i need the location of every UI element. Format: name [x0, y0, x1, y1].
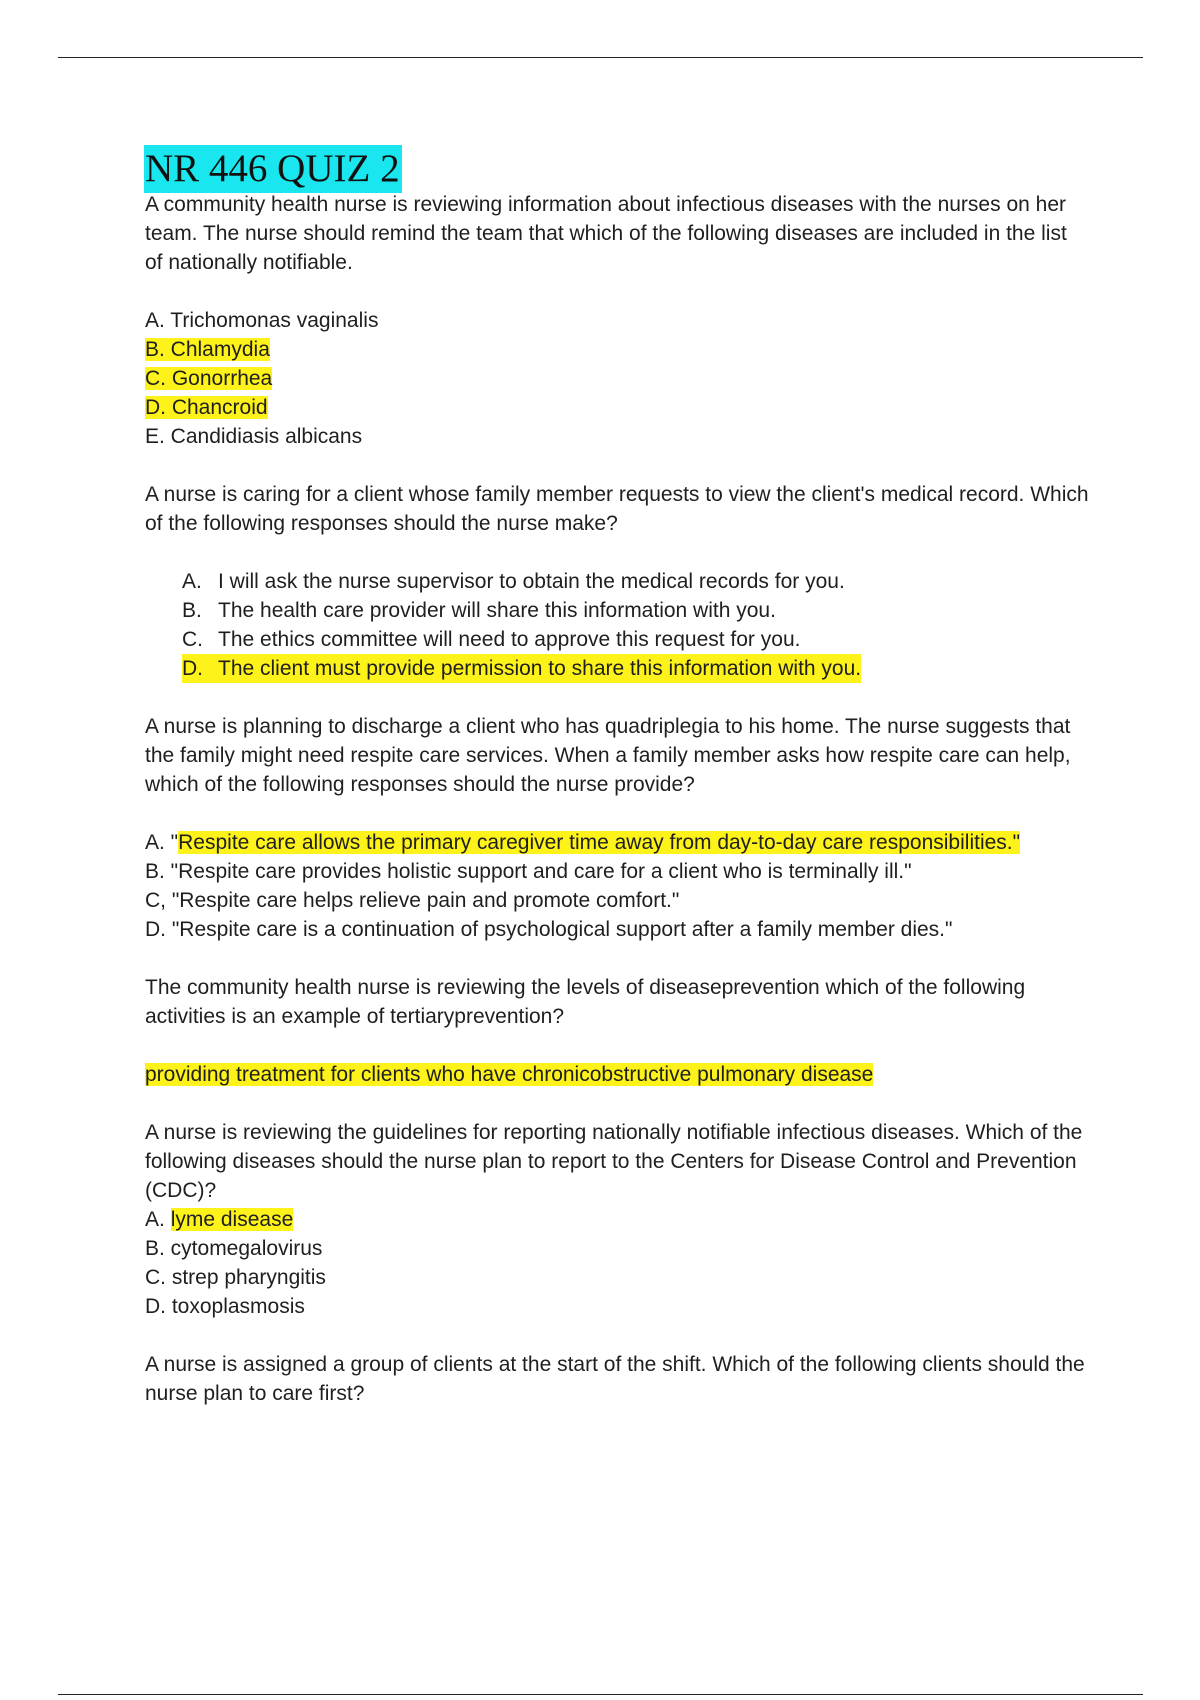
question-6-stem: A nurse is assigned a group of clients at the start of the shift. Which of the following clients should the nurse plan to care first?: [145, 1353, 1085, 1405]
question-1: [145, 190, 1090, 451]
question-3-option-c: C, "Respite care helps relieve pain and promote comfort.": [145, 889, 680, 912]
question-1-stem: A community health nurse is reviewing information about infectious diseases with the nurses on her team. The nurse should remind the team that which of the following diseases are included in the list of nationally notifiable.: [145, 193, 1067, 274]
question-5-option-d: D. toxoplasmosis: [145, 1295, 305, 1318]
question-5-option-a: A. lyme disease: [145, 1208, 294, 1231]
question-4-stem: The community health nurse is reviewing the levels of diseaseprevention which of the following activities is an example of tertiaryprevention?: [145, 976, 1026, 1028]
bottom-rule: [58, 1694, 1143, 1695]
question-1-option-d: D. Chancroid: [145, 396, 268, 419]
question-1-option-b: B. Chlamydia: [145, 338, 270, 361]
question-2: [145, 480, 1090, 683]
question-2-option-a: A. I will ask the nurse supervisor to obtain the medical records for you.: [182, 570, 845, 593]
question-5: [145, 1118, 1090, 1321]
question-3-stem: A nurse is planning to discharge a client who has quadriplegia to his home. The nurse suggests that the family might need respite care services. When a family member asks how respite care can help, which of the following responses should the nurse provide?: [145, 715, 1071, 796]
question-2-option-c: C. The ethics committee will need to approve this request for you.: [182, 628, 801, 651]
question-1-option-c: C. Gonorrhea: [145, 367, 273, 390]
question-2-stem: A nurse is caring for a client whose family member requests to view the client's medical record. Which of the following responses should the nurse make?: [145, 483, 1089, 535]
question-6: [145, 1350, 1090, 1408]
question-2-options: [145, 567, 1090, 683]
question-2-option-b: B. The health care provider will share this information with you.: [182, 599, 776, 622]
document-body: [145, 145, 1090, 1408]
question-5-stem: A nurse is reviewing the guidelines for reporting nationally notifiable infectious diseases. Which of the following diseases should the nurse plan to report to the Centers for Disease Control and Prevention (CDC)?: [145, 1121, 1083, 1202]
question-2-option-d: D. The client must provide permission to share this information with you.: [182, 654, 861, 683]
question-5-option-c: C. strep pharyngitis: [145, 1266, 326, 1289]
top-rule: [58, 57, 1143, 58]
question-3: [145, 712, 1090, 944]
question-5-option-b: B. cytomegalovirus: [145, 1237, 323, 1260]
question-4: [145, 973, 1090, 1089]
question-1-option-a: A. Trichomonas vaginalis: [145, 309, 379, 332]
question-3-option-a: A. "Respite care allows the primary caregiver time away from day-to-day care responsibilities.": [145, 831, 1021, 854]
page-title: NR 446 QUIZ 2: [144, 145, 402, 193]
question-4-answer: providing treatment for clients who have chronicobstructive pulmonary disease: [145, 1063, 874, 1086]
question-1-option-e: E. Candidiasis albicans: [145, 425, 363, 448]
question-3-option-b: B. "Respite care provides holistic support and care for a client who is terminally ill.": [145, 860, 912, 883]
question-3-option-d: D. "Respite care is a continuation of psychological support after a family member dies.": [145, 918, 953, 941]
